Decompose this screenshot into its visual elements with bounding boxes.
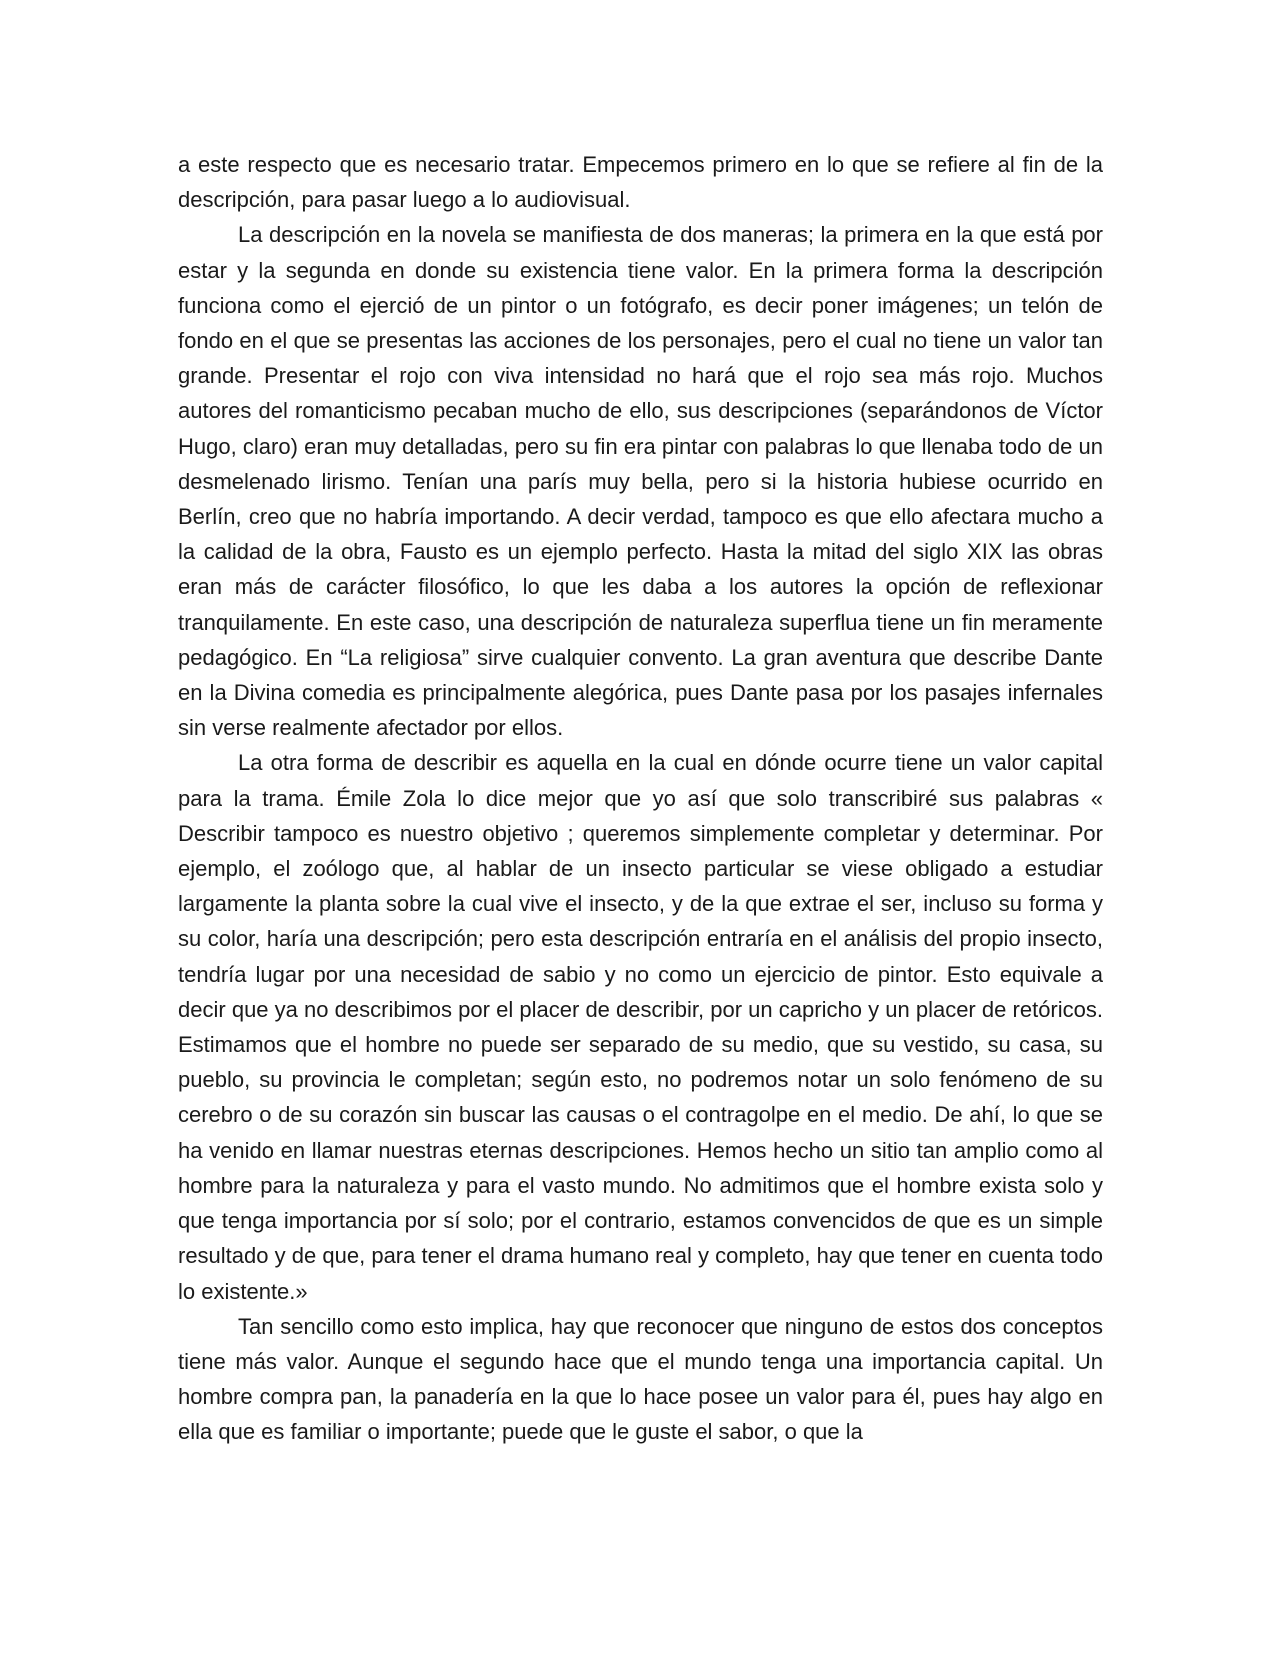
paragraph: a este respecto que es necesario tratar. Empecemos primero en lo que se refiere al fin de la descripción, para pasar luego a lo audiovisual. <box>178 152 1103 213</box>
paragraph: Tan sencillo como esto implica, hay que reconocer que ninguno de estos dos conceptos tiene más valor. Aunque el segundo hace que el mundo tenga una importancia capital. Un hombre compra pan, la panadería en la que lo hace posee un valor para él, pues hay algo en ella que es familiar o importante; puede que le guste el sabor, o que la <box>178 1313 1103 1445</box>
paragraph: La otra forma de describir es aquella en la cual en dónde ocurre tiene un valor capital para la trama. Émile Zola lo dice mejor que yo así que solo transcribiré sus palabras « Describir tampoco es nuestro objetivo ; queremos simplemente completar y determinar. Por ejemplo, el zoólogo que, al hablar de un insecto particular se viese obligado a estudiar largamente la planta sobre la cual vive el insecto, y de la que extrae el ser, incluso su forma y su color, haría una descripción; pero esta descripción entraría en el análisis del propio insecto, tendría lugar por una necesidad de sabio y no como un ejercicio de pintor. Esto equivale a decir que ya no describimos por el placer de describir, por un capricho y un placer de retóricos. Estimamos que el hombre no puede ser separado de su medio, que su vestido, su casa, su pueblo, su provincia le completan; según esto, no podremos notar un solo fenómeno de su cerebro o de su corazón sin buscar las causas o el contragolpe en el medio. De ahí, lo que se ha venido en llamar nuestras eternas descripciones. Hemos hecho un sitio tan amplio como al hombre para la naturaleza y para el vasto mundo. No admitimos que el hombre exista solo y que tenga importancia por sí solo; por el contrario, estamos convencidos de que es un simple resultado y de que, para tener el drama humano real y completo, hay que tener en cuenta todo lo existente.» <box>178 750 1103 1304</box>
paragraph: La descripción en la novela se manifiesta de dos maneras; la primera en la que está por estar y la segunda en donde su existencia tiene valor. En la primera forma la descripción funciona como el ejerció de un pintor o un fotógrafo, es decir poner imágenes; un telón de fondo en el que se presentas las acciones de los personajes, pero el cual no tiene un valor tan grande. Presentar el rojo con viva intensidad no hará que el rojo sea más rojo. Muchos autores del romanticismo pecaban mucho de ello, sus descripciones (separándonos de Víctor Hugo, claro) eran muy detalladas, pero su fin era pintar con palabras lo que llenaba todo de un desmelenado lirismo. Tenían una parís muy bella, pero si la historia hubiese ocurrido en Berlín, creo que no habría importando. A decir verdad, tampoco es que ello afectara mucho a la calidad de la obra, Fausto es un ejemplo perfecto. Hasta la mitad del siglo XIX las obras eran más de carácter filosófico, lo que les daba a los autores la opción de reflexionar tranquilamente. En este caso, una descripción de naturaleza superflua tiene un fin meramente pedagógico. En “La religiosa” sirve cualquier convento. La gran aventura que describe Dante en la Divina comedia es principalmente alegórica, pues Dante pasa por los pasajes infernales sin verse realmente afectador por ellos. <box>178 222 1103 741</box>
document-body <box>178 147 1103 1450</box>
